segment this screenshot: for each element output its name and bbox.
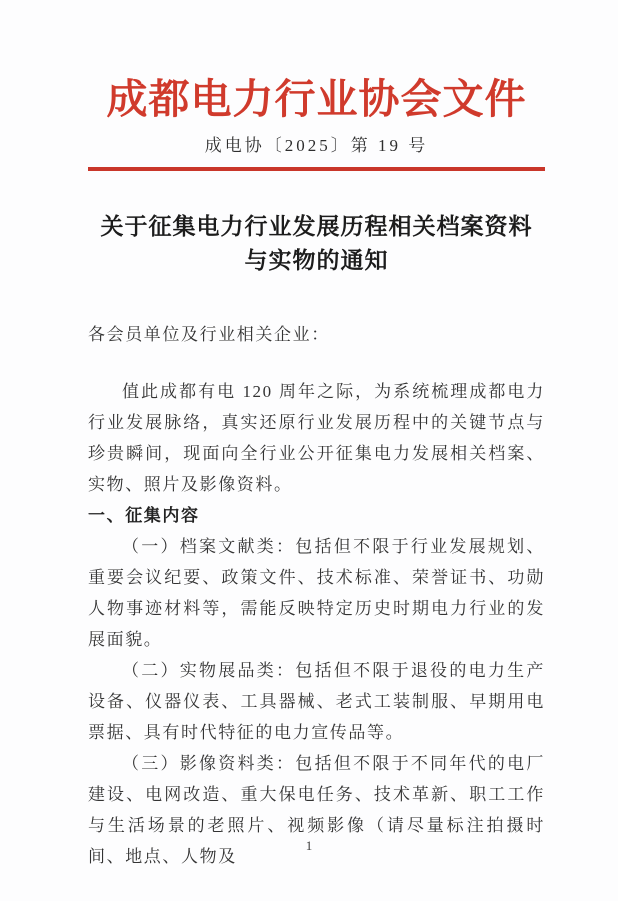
- notice-title-line1: 关于征集电力行业发展历程相关档案资料: [100, 213, 533, 239]
- item-archives-documents: （一）档案文献类：包括但不限于行业发展规划、重要会议纪要、政策文件、技术标准、荣誉证书、功勋人物事迹材料等，需能反映特定历史时期电力行业的发展面貌。: [88, 537, 545, 649]
- salutation: 各会员单位及行业相关企业：: [88, 325, 330, 344]
- notice-title: [88, 209, 545, 277]
- item-physical-exhibits: （二）实物展品类：包括但不限于退役的电力生产设备、仪器仪表、工具器械、老式工装制服、早期用电票据、具有时代特征的电力宣传品等。: [88, 661, 545, 742]
- doc-number: 成电协〔2025〕第 19 号: [204, 136, 429, 155]
- page-number: 1: [305, 838, 313, 853]
- notice-title-line2: 与实物的通知: [244, 247, 389, 273]
- section-heading-collection-content: 一、征集内容: [88, 506, 200, 525]
- item-visual-materials: （三）影像资料类：包括但不限于不同年代的电厂建设、电网改造、重大保电任务、技术革新、职工工作与生活场景的老照片、视频影像（请尽量标注拍摄时间、地点、人物及: [88, 754, 545, 866]
- org-header-title: 成都电力行业协会文件: [106, 76, 527, 122]
- red-divider-line: [88, 167, 545, 171]
- document-content: [0, 76, 618, 872]
- intro-paragraph: 值此成都有电 120 周年之际，为系统梳理成都电力行业发展脉络，真实还原行业发展历程中的关键节点与珍贵瞬间，现面向全行业公开征集电力发展相关档案、实物、照片及影像资料。: [88, 382, 545, 494]
